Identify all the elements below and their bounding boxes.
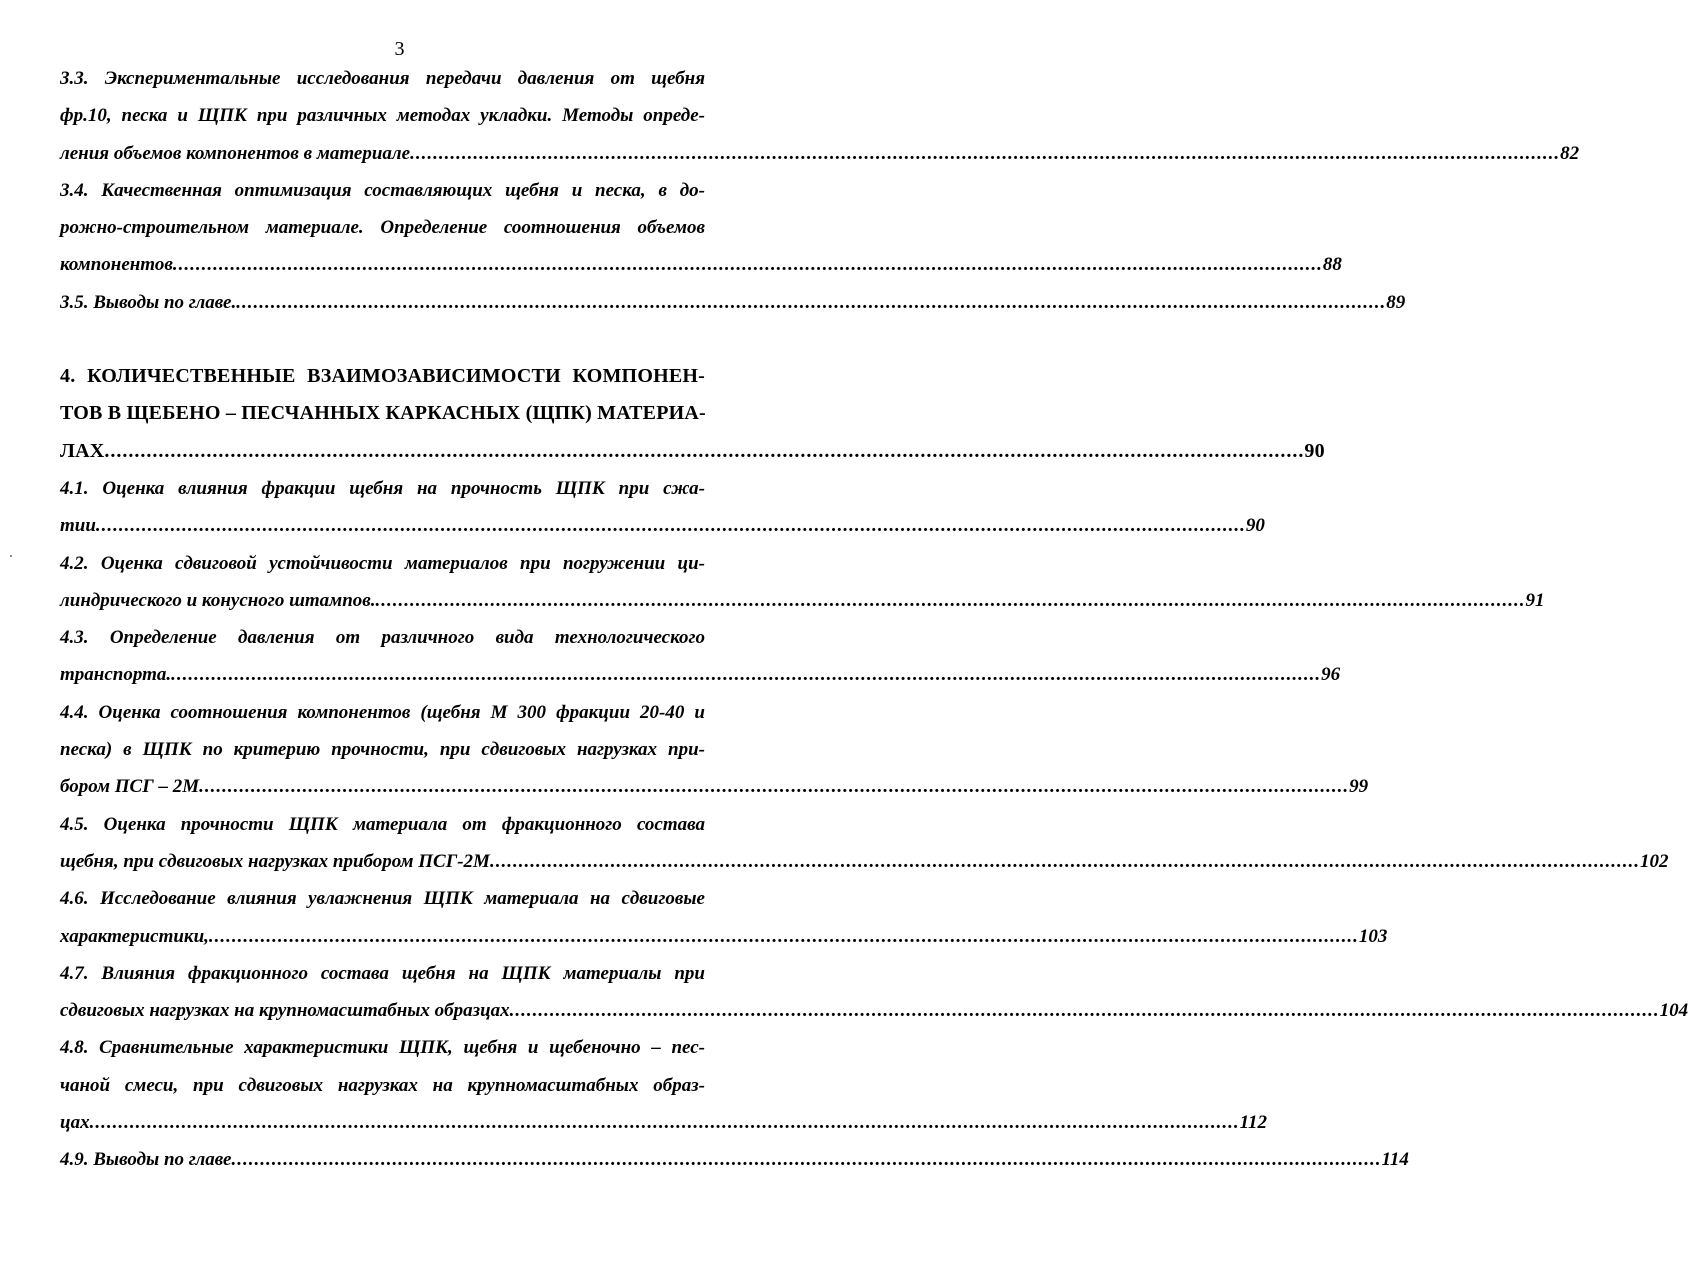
dot-leader: ........................................................................................................................................................................................................ <box>171 664 1322 686</box>
toc-entry-title-tail: транспорта. <box>60 664 172 686</box>
toc-entry-line: 3.4. Качественная оптимизация составляющих щебня и песка, в до- <box>60 179 705 201</box>
toc-entry-line: 4.6. Исследование влияния увлажнения ЩПК материала на сдвиговые <box>60 888 705 910</box>
toc-entry-line: чаной смеси, при сдвиговых нагрузках на крупномасштабных образ- <box>60 1074 705 1096</box>
toc-entry-4-6[interactable] <box>60 880 1388 955</box>
section-gap <box>60 321 705 358</box>
toc-entry-line: 4.5. Оценка прочности ЩПК материала от фракционного состава <box>60 813 705 835</box>
toc-entry-title-tail: ЛАХ <box>60 439 105 462</box>
toc-entry-last-line <box>60 918 1388 955</box>
toc-entry-line: 4.3. Определение давления от различного вида технологического <box>60 627 705 649</box>
toc-entry-last-line <box>60 768 1369 805</box>
toc-entry-line: фр.10, песка и ЩПК при различных методах укладки. Методы опреде- <box>60 105 705 127</box>
toc-entry-title-tail: компонентов <box>60 254 173 276</box>
toc-entry-line: 4.4. Оценка соотношения компонентов (щебня М 300 фракции 20-40 и <box>60 701 705 723</box>
toc-entry-last-line <box>60 507 1265 544</box>
toc-entry-title-tail: характеристики, <box>60 925 209 947</box>
toc-entry-line: рожно-строительном материале. Определение соотношения объемов <box>60 217 705 239</box>
dot-leader: ........................................................................................................................................................................................................ <box>95 515 1246 537</box>
toc-entry-line: 3.3. Экспериментальные исследования передачи давления от щебня <box>60 68 705 89</box>
toc-page-number: 96 <box>1321 664 1341 686</box>
toc-entry-last-line <box>60 843 1669 880</box>
toc-entry-title-tail: тии <box>60 515 96 537</box>
toc-entry-title-tail: щебня, при сдвиговых нагрузках прибором ПСГ-2М <box>60 850 490 872</box>
dot-leader: ........................................................................................................................................................................................................ <box>375 589 1526 611</box>
toc-entry-last-line <box>60 135 1580 172</box>
dot-leader: ........................................................................................................................................................................................................ <box>208 925 1359 947</box>
toc-entry-last-line <box>60 433 1325 470</box>
dot-leader: ........................................................................................................................................................................................................ <box>509 1000 1660 1022</box>
dot-leader: ........................................................................................................................................................................................................ <box>199 776 1350 798</box>
toc-entry-title-tail: сдвиговых нагрузках на крупномасштабных образцах <box>60 1000 510 1022</box>
toc-entry-4-3[interactable] <box>60 619 1341 694</box>
toc-page-number: 91 <box>1525 589 1545 611</box>
toc-page-number: 82 <box>1560 142 1580 164</box>
dot-leader: ........................................................................................................................................................................................................ <box>104 439 1305 462</box>
toc-entry-line: ТОВ В ЩЕБЕНО – ПЕСЧАННЫХ КАРКАСНЫХ (ЩПК) МАТЕРИА- <box>60 402 706 425</box>
toc-entry-title-tail: цах <box>60 1112 90 1134</box>
dot-leader: ........................................................................................................................................................................................................ <box>489 850 1640 872</box>
toc-entry-line: 4.1. Оценка влияния фракции щебня на прочность ЩПК при сжа- <box>60 477 705 499</box>
toc-page-number: 102 <box>1639 850 1669 872</box>
toc-entry-3-5[interactable] <box>60 284 1406 321</box>
table-of-contents <box>60 60 1688 1179</box>
toc-entry-3-3[interactable] <box>60 60 1580 172</box>
dot-leader: ........................................................................................................................................................................................................ <box>89 1112 1240 1134</box>
toc-page-number: 89 <box>1386 291 1406 313</box>
dot-leader: ........................................................................................................................................................................................................ <box>172 254 1323 276</box>
toc-entry-line: песка) в ЩПК по критерию прочности, при сдвиговых нагрузках при- <box>60 739 705 761</box>
toc-entry-4-7[interactable] <box>60 955 1688 1030</box>
toc-entry-title-tail: 4.9. Выводы по главе <box>60 1149 232 1171</box>
dot-leader: ........................................................................................................................................................................................................ <box>410 142 1561 164</box>
page-number: 3 <box>394 38 405 60</box>
toc-page-number: 112 <box>1239 1112 1268 1134</box>
toc-page-number: 90 <box>1245 515 1265 537</box>
toc-page-number: 103 <box>1358 925 1388 947</box>
toc-entry-title-tail: бором ПСГ – 2М <box>60 776 200 798</box>
toc-page-number: 90 <box>1304 439 1325 462</box>
toc-page-number: 104 <box>1659 1000 1688 1022</box>
toc-entry-last-line <box>60 1104 1268 1141</box>
toc-entry-4-1[interactable] <box>60 470 1265 545</box>
toc-entry-3-4[interactable] <box>60 172 1342 284</box>
toc-entry-last-line <box>60 246 1342 283</box>
toc-page-number: 114 <box>1381 1149 1409 1171</box>
toc-entry-line: 4.8. Сравнительные характеристики ЩПК, щебня и щебеночно – пес- <box>60 1037 705 1059</box>
toc-entry-last-line <box>60 284 1406 321</box>
toc-entry-4-2[interactable] <box>60 545 1545 620</box>
toc-entry-last-line <box>60 656 1341 693</box>
toc-entry-line: 4.7. Влияния фракционного состава щебня на ЩПК материалы при <box>60 962 705 984</box>
scan-speck <box>10 555 12 557</box>
dot-leader: ........................................................................................................................................................................................................ <box>236 291 1387 313</box>
toc-entry-line: 4. КОЛИЧЕСТВЕННЫЕ ВЗАИМОЗАВИСИМОСТИ КОМПОНЕН- <box>60 365 705 388</box>
toc-entry-4[interactable] <box>60 358 1325 470</box>
toc-entry-4-5[interactable] <box>60 806 1669 881</box>
toc-entry-title-tail: 3.5. Выводы по главе. <box>60 291 237 313</box>
toc-entry-title-tail: ления объемов компонентов в материале <box>60 142 411 164</box>
toc-entry-4-4[interactable] <box>60 694 1369 806</box>
toc-entry-last-line <box>60 1141 1409 1178</box>
toc-entry-4-8[interactable] <box>60 1029 1268 1141</box>
toc-page-number: 99 <box>1349 776 1369 798</box>
toc-entry-4-9[interactable] <box>60 1141 1409 1178</box>
toc-entry-last-line <box>60 582 1545 619</box>
toc-entry-title-tail: линдрического и конусного штампов. <box>60 589 376 611</box>
dot-leader: ........................................................................................................................................................................................................ <box>231 1149 1382 1171</box>
toc-entry-last-line <box>60 992 1688 1029</box>
toc-page-number: 88 <box>1322 254 1342 276</box>
toc-entry-line: 4.2. Оценка сдвиговой устойчивости материалов при погружении ци- <box>60 552 705 574</box>
